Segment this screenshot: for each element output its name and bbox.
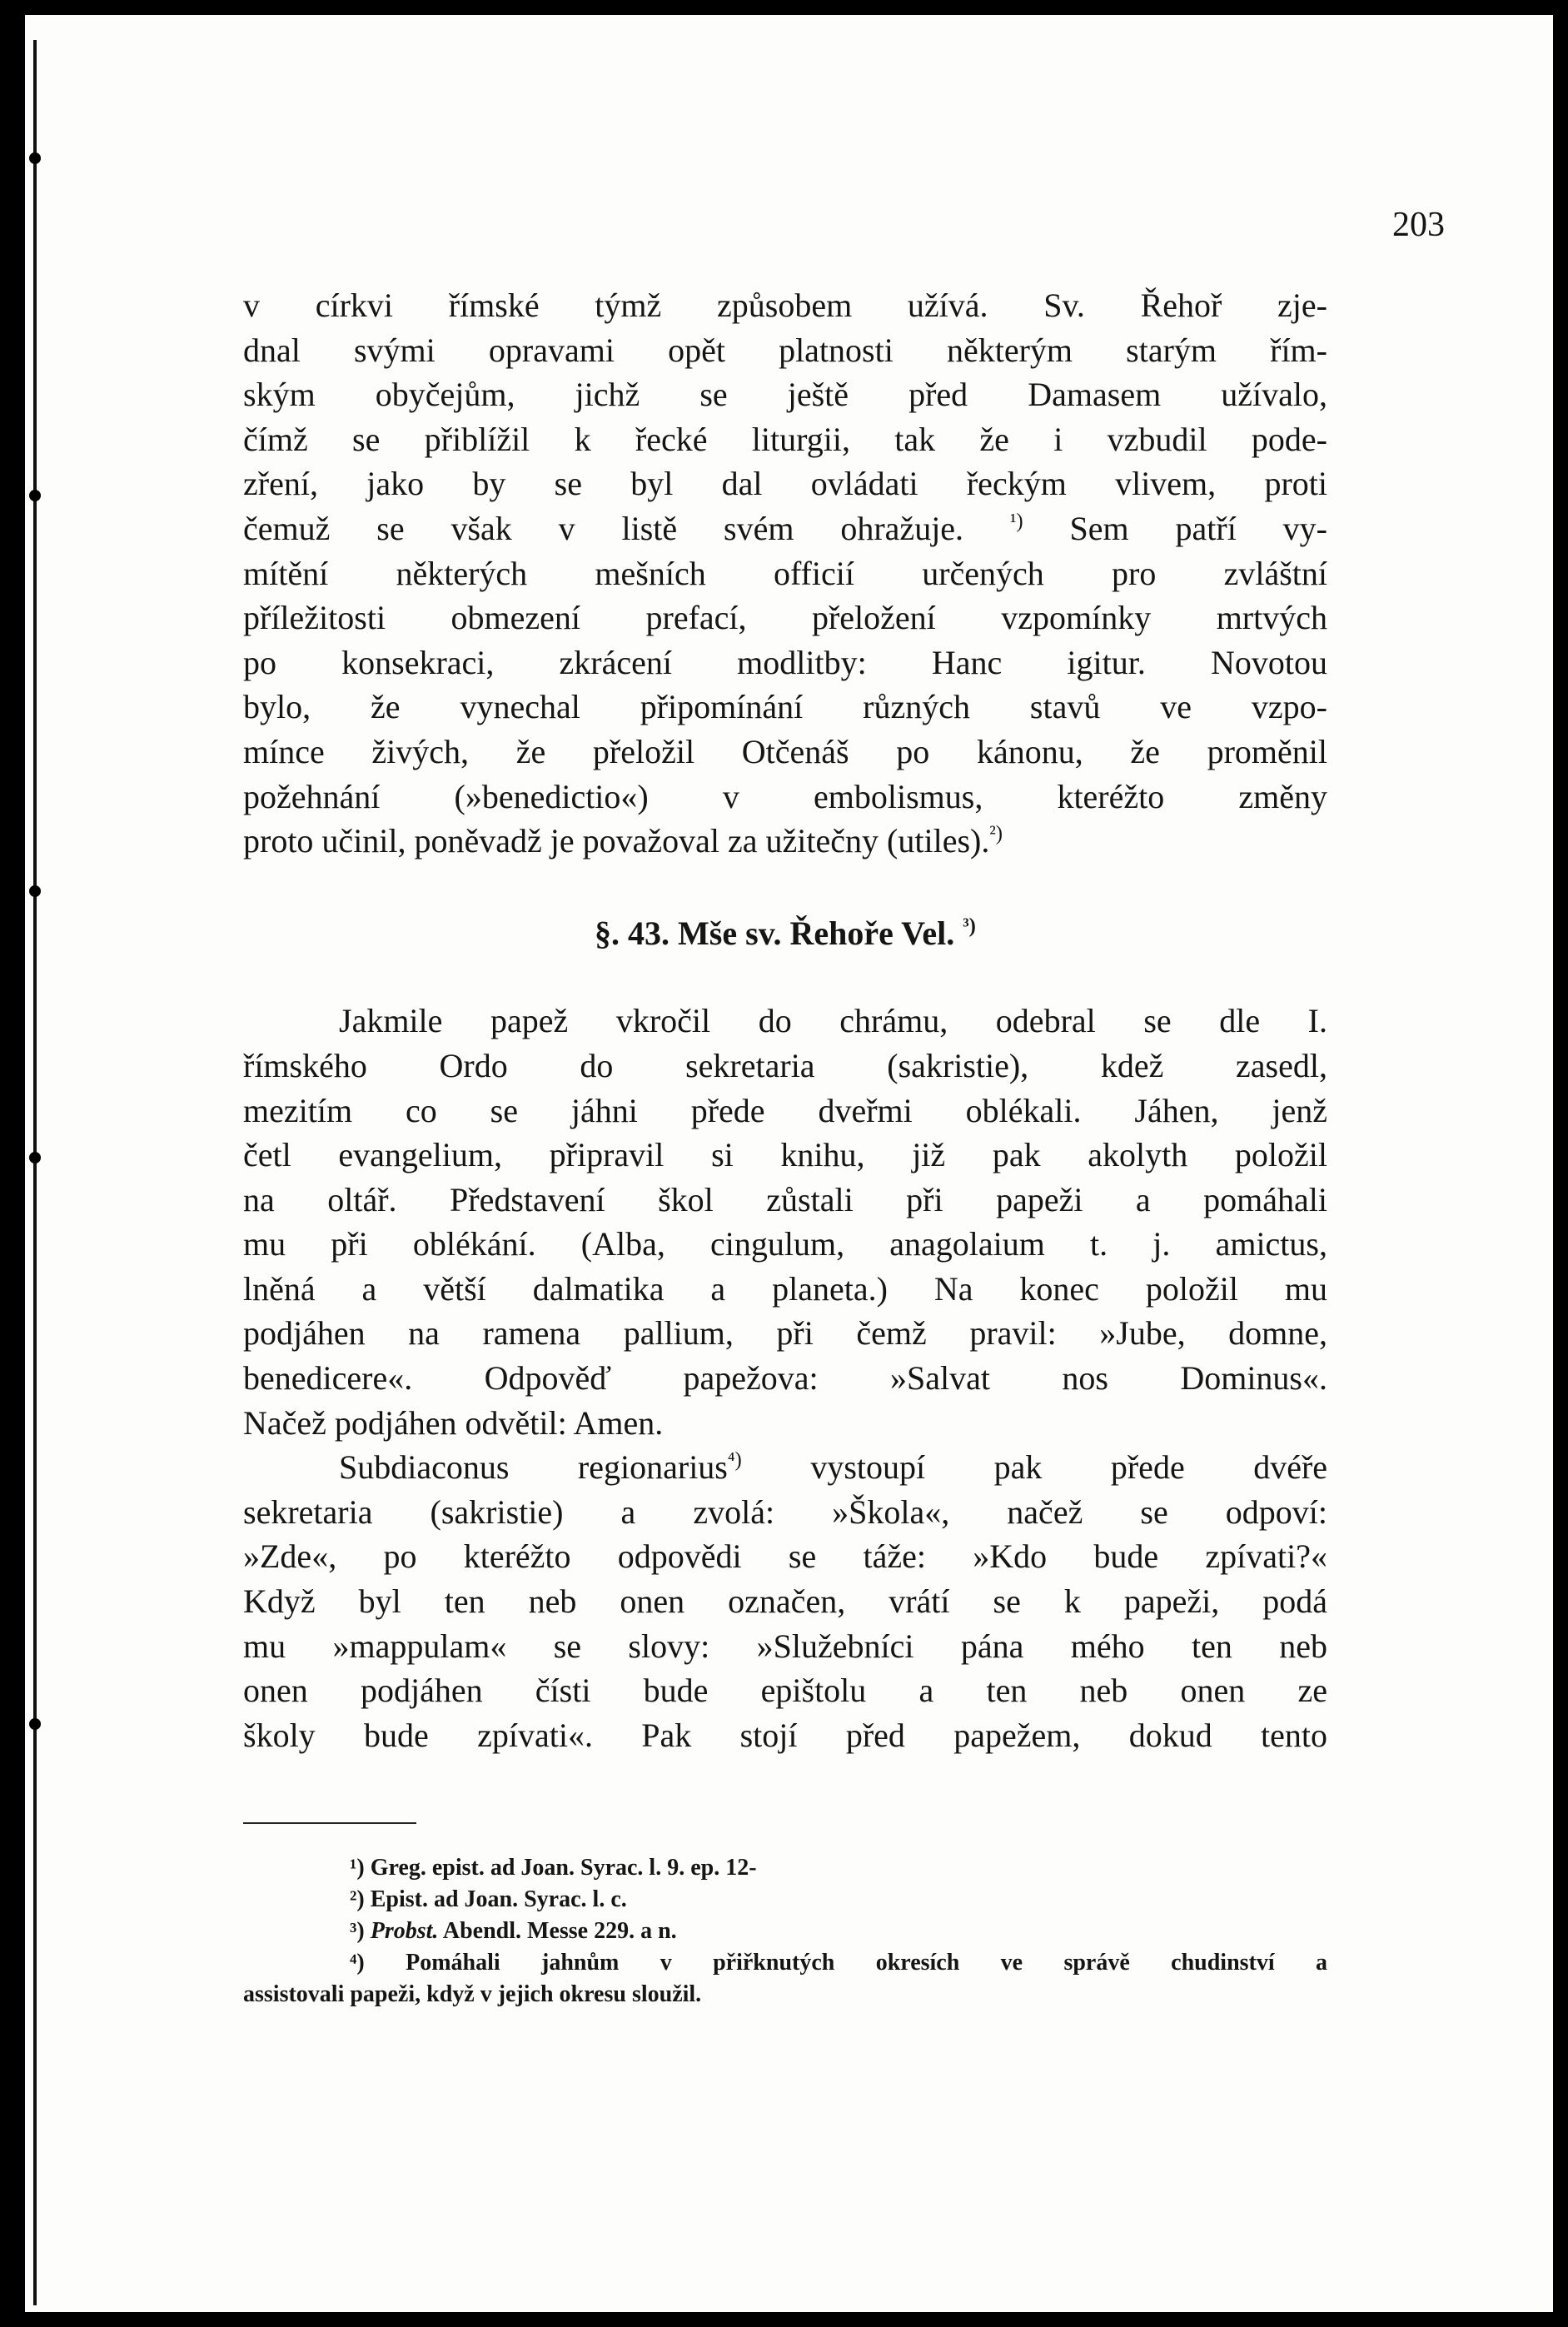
- text-line: v církvi římské týmž způsobem užívá. Sv. Řehoř zje-: [243, 287, 1327, 324]
- footnote-text: Pomáhali jahnům v přiřknutých okresích ve správě chudinství a: [406, 1950, 1328, 1976]
- text-line: bylo, že vynechal připomínání různých stavů ve vzpo-: [243, 688, 1327, 726]
- footnote-text: Epist. ad Joan. Syrac. l. c.: [370, 1886, 627, 1912]
- text-line: mítění některých mešních officií určených pro zvláštní: [243, 554, 1327, 592]
- footnote-text: Greg. epist. ad Joan. Syrac. l. 9. ep. 12-: [370, 1855, 757, 1881]
- footnote: [243, 1916, 1327, 1947]
- text-line: [243, 1445, 1327, 1490]
- text-fragment: Subdiaconus regionarius: [339, 1448, 728, 1487]
- footnote-ref: ¹): [1009, 510, 1023, 533]
- body-text: [243, 283, 1327, 1757]
- page-number: 203: [1392, 206, 1445, 244]
- text-line: mu »mappulam« se slovy: »Služebníci pána mého ten neb: [243, 1627, 1327, 1665]
- text-line: onen podjáhen čísti bude epištolu a ten neb onen ze: [243, 1672, 1327, 1710]
- text-line: Když byl ten neb onen označen, vrátí se k papeži, podá: [243, 1582, 1327, 1621]
- text-fragment: čemuž se však v listě svém ohražuje.: [243, 509, 964, 547]
- footnote-mark: ⁴): [350, 1950, 365, 1976]
- text-line: Jakmile papež vkročil do chrámu, odebral se dle I.: [339, 1002, 1327, 1040]
- text-line: školy bude zpívati«. Pak stojí před papežem, dokud tento: [243, 1716, 1327, 1754]
- footnotes: [243, 1852, 1327, 2011]
- heading-text: §. 43. Mše sv. Řehoře Vel.: [595, 914, 955, 952]
- edge-mark: [29, 490, 41, 501]
- text-line: římského Ordo do sekretaria (sakristie), kdež zasedl,: [243, 1046, 1327, 1084]
- text-line: mínce živých, že přeložil Otčenáš po kánonu, že proměnil: [243, 732, 1327, 770]
- text-line: podjáhen na ramena pallium, při čemž pravil: »Jube, domne,: [243, 1314, 1327, 1353]
- text-line: četl evangelium, připravil si knihu, již pak akolyth položil: [243, 1136, 1327, 1174]
- edge-mark: [29, 152, 41, 164]
- footnote: [243, 1947, 1327, 1979]
- footnote-continuation: assistovali papeži, když v jejich okresu sloužil.: [243, 1981, 702, 2007]
- text-line: sekretaria (sakristie) a zvolá: »Škola«, načež se odpoví:: [243, 1492, 1327, 1531]
- text-fragment: proto učinil, poněvadž je považoval za užitečny (utiles).: [243, 822, 990, 860]
- footnote-ref: ²): [989, 822, 1003, 845]
- text-line: na oltář. Představení škol zůstali při papeži a pomáhali: [243, 1180, 1327, 1218]
- footnote-mark: ²): [350, 1886, 365, 1912]
- text-line: čímž se přiblížil k řecké liturgii, tak že i vzbudil pode-: [243, 420, 1327, 458]
- section-heading: [243, 911, 1327, 956]
- text-line: dnal svými opravami opět platnosti některým starým řím-: [243, 331, 1327, 369]
- text-line: Načež podjáhen odvětil: Amen.: [243, 1403, 664, 1442]
- footnote: [243, 1884, 1327, 1916]
- book-page: [25, 15, 1553, 2312]
- text-line: zření, jako by se byl dal ovládati řeckým vlivem, proti: [243, 465, 1327, 503]
- edge-mark: [29, 1718, 41, 1730]
- footnote-mark: ¹): [350, 1855, 365, 1881]
- footnote: [243, 1852, 1327, 1884]
- text-line: lněná a větší dalmatika a planeta.) Na konec položil mu: [243, 1269, 1327, 1308]
- edge-mark: [29, 885, 41, 897]
- footnote-mark: ³): [350, 1918, 365, 1944]
- text-line: mu při oblékání. (Alba, cingulum, anagolaium t. j. amictus,: [243, 1225, 1327, 1263]
- footnote-rule: [243, 1822, 416, 1824]
- text-line: mezitím co se jáhni přede dveřmi oblékali. Jáhen, jenž: [243, 1091, 1327, 1129]
- binding-edge: [33, 40, 37, 2305]
- text-line: [243, 819, 1327, 864]
- text-fragment: vystoupí pak přede dvéře: [810, 1448, 1328, 1487]
- text-line: »Zde«, po kteréžto odpovědi se táže: »Kdo bude zpívati?«: [243, 1537, 1327, 1576]
- text-fragment: Sem patří vy-: [1069, 509, 1327, 547]
- edge-mark: [29, 1152, 41, 1164]
- text-line: požehnání (»benedictio«) v embolismus, kteréžto změny: [243, 777, 1327, 815]
- text-line: příležitosti obmezení prefací, přeložení vzpomínky mrtvých: [243, 599, 1327, 637]
- footnote-ref: ⁴): [727, 1448, 742, 1472]
- footnote-author: Probst.: [370, 1918, 439, 1944]
- footnote-text: Abendl. Messe 229. a n.: [442, 1918, 677, 1944]
- footnote-ref: ³): [963, 914, 976, 938]
- text-line: benedicere«. Odpověď papežova: »Salvat nos Dominus«.: [243, 1359, 1327, 1398]
- text-line: [243, 506, 1327, 551]
- text-line: ským obyčejům, jichž se ještě před Damasem užívalo,: [243, 376, 1327, 414]
- text-line: po konsekraci, zkrácení modlitby: Hanc igitur. Novotou: [243, 643, 1327, 681]
